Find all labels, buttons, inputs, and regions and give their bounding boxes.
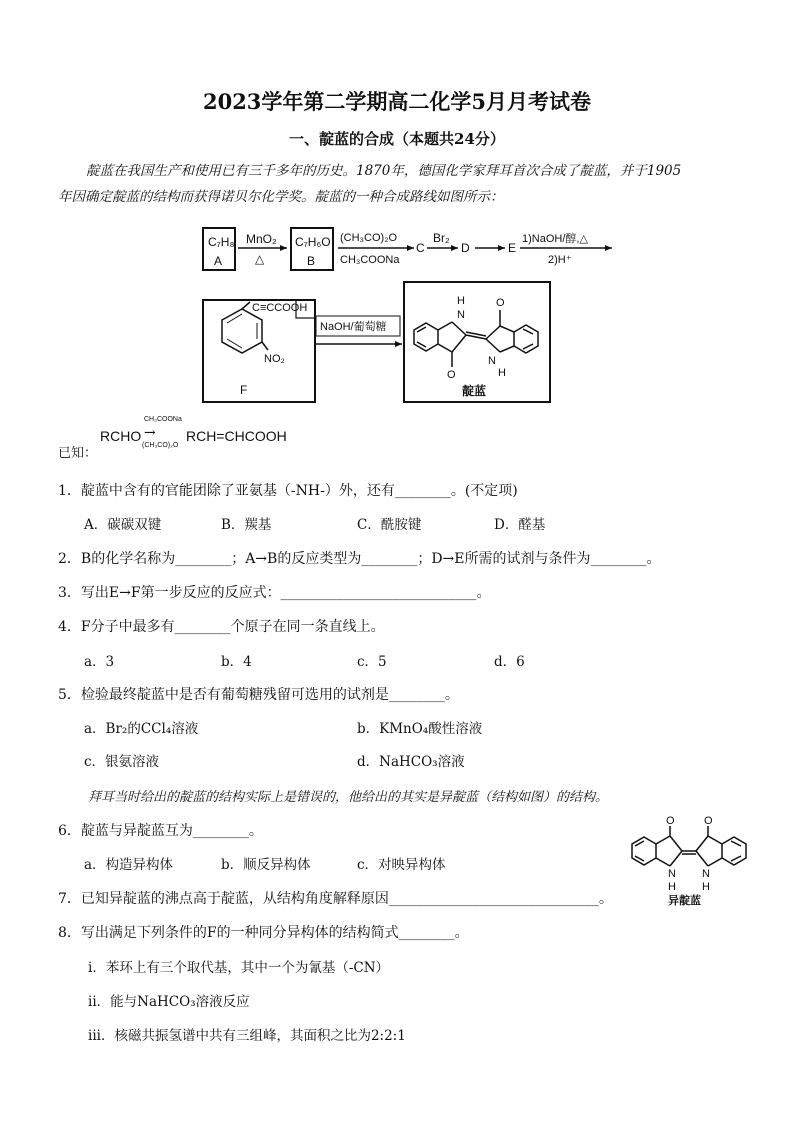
scheme-svg xyxy=(0,222,794,407)
reagent-4-top: 1)NaOH/醇,△ xyxy=(522,233,588,245)
reagent-2-top: (CH₃CO)₂O xyxy=(340,232,398,244)
d-label: D xyxy=(461,241,470,255)
q1-option-c: C．酰胺键 xyxy=(357,517,422,533)
question-4: 4．F分子中最多有________个原子在同一条直线上。 xyxy=(58,619,385,635)
e-label: E xyxy=(508,241,517,255)
isoindigo-structure xyxy=(624,814,754,906)
question-6: 6．靛蓝与异靛蓝互为________。 xyxy=(58,823,263,839)
indigo-structure xyxy=(414,310,538,367)
q1-option-a: A．碳碳双键 xyxy=(84,517,162,533)
a-label: A xyxy=(214,254,223,268)
known-cond-bottom: (CH₃CO)₂O xyxy=(142,442,179,449)
q6-option-c: c．对映异构体 xyxy=(357,857,446,873)
reagent-3: Br₂ xyxy=(433,231,450,245)
cond-1: △ xyxy=(255,252,265,266)
box-f xyxy=(203,300,315,402)
q8-cond-2: ii．能与NaHCO₃溶液反应 xyxy=(88,994,250,1010)
q5-option-d: d．NaHCO₃溶液 xyxy=(357,754,465,770)
page-title: 2023学年第二学期高二化学5月月考试卷 xyxy=(202,89,592,114)
q8-cond-1: i．苯环上有三个取代基，其中一个为氰基（-CN） xyxy=(88,960,390,976)
question-1: 1．靛蓝中含有的官能团除了亚氨基（-NH-）外，还有________。(不定项) xyxy=(58,483,518,499)
c-label: C xyxy=(416,241,425,255)
known-product: RCH=CHCOOH xyxy=(186,428,287,444)
iso-o1: O xyxy=(666,815,675,827)
question-7: 7．已知异靛蓝的沸点高于靛蓝，从结构角度解释原因______________________________。 xyxy=(58,891,613,907)
question-3: 3．写出E→F第一步反应的反应式：____________________________。 xyxy=(58,585,491,601)
known-prefix: 已知： xyxy=(58,446,98,461)
intro-line-2: 年因确定靛蓝的结构而获得诺贝尔化学奖。靛蓝的一种合成路线如图所示： xyxy=(58,189,504,205)
f-label: F xyxy=(240,383,248,397)
question-5: 5．检验最终靛蓝中是否有葡萄糖残留可选用的试剂是________。 xyxy=(58,687,459,703)
iso-h1: H xyxy=(668,881,676,893)
question-8: 8．写出满足下列条件的F的一种同分异构体的结构简式________。 xyxy=(58,925,469,941)
iso-n2: N xyxy=(702,868,710,880)
reagent-4-bottom: 2)H⁺ xyxy=(548,254,572,266)
q1-option-b: B．羰基 xyxy=(221,517,272,533)
a-formula: C₇H₈ xyxy=(208,235,235,249)
indigo-h1: H xyxy=(457,295,465,307)
f-benzene xyxy=(222,309,262,353)
q8-cond-3: iii．核磁共振氢谱中共有三组峰，其面积之比为2:2:1 xyxy=(88,1028,406,1044)
reagent-2-bottom: CH₃COONa xyxy=(340,254,400,266)
reagent-1: MnO₂ xyxy=(246,232,277,246)
iso-o2: O xyxy=(704,815,713,827)
section-title: 一、靛蓝的合成（本题共24分） xyxy=(289,130,505,148)
q5-option-b: b．KMnO₄酸性溶液 xyxy=(357,721,483,737)
note-text: 拜耳当时给出的靛蓝的结构实际上是错误的，他给出的其实是异靛蓝（结构如图）的结构。 xyxy=(88,790,609,805)
known-cond-top: CH₃COONa xyxy=(144,416,182,423)
q4-option-c: c．5 xyxy=(357,654,387,670)
indigo-label: 靛蓝 xyxy=(462,384,487,398)
b-label: B xyxy=(307,254,316,268)
intro-line-1: 靛蓝在我国生产和使用已有三千多年的历史。1870年，德国化学家拜耳首次合成了靛蓝，并于1905 xyxy=(86,163,682,179)
known-reactant: RCHO xyxy=(100,428,142,444)
isoindigo-svg xyxy=(624,814,754,906)
q1-option-d: D．醛基 xyxy=(494,517,546,533)
indigo-h2: H xyxy=(498,367,506,379)
known-reaction xyxy=(58,412,358,460)
isoindigo-label: 异靛蓝 xyxy=(668,895,701,906)
q4-option-d: d．6 xyxy=(494,654,525,670)
indigo-o1: O xyxy=(496,297,505,309)
iso-n1: N xyxy=(668,868,676,880)
synthesis-scheme xyxy=(0,222,794,407)
q6-option-b: b．顺反异构体 xyxy=(221,857,311,873)
iso-h2: H xyxy=(702,881,710,893)
f-group: C≡CCOOH xyxy=(252,302,308,314)
indigo-n2: N xyxy=(488,355,496,367)
b-formula: C₇H₆O xyxy=(295,235,331,249)
known-arrow: → xyxy=(144,425,156,441)
q4-option-a: a．3 xyxy=(84,654,115,670)
q4-option-b: b．4 xyxy=(221,654,252,670)
indigo-o2: O xyxy=(447,369,456,381)
q5-option-a: a．Br₂的CCl₄溶液 xyxy=(84,721,199,737)
reagent-5: NaOH/葡萄糖 xyxy=(320,321,387,333)
f-no2: NO₂ xyxy=(264,353,285,365)
q5-option-c: c．银氨溶液 xyxy=(84,754,160,770)
question-2: 2．B的化学名称为________；A→B的反应类型为________；D→E所需的试剂与条件为________。 xyxy=(58,551,661,567)
q6-option-a: a．构造异构体 xyxy=(84,857,174,873)
indigo-n1: N xyxy=(457,309,465,321)
intro-paragraph xyxy=(58,158,758,210)
